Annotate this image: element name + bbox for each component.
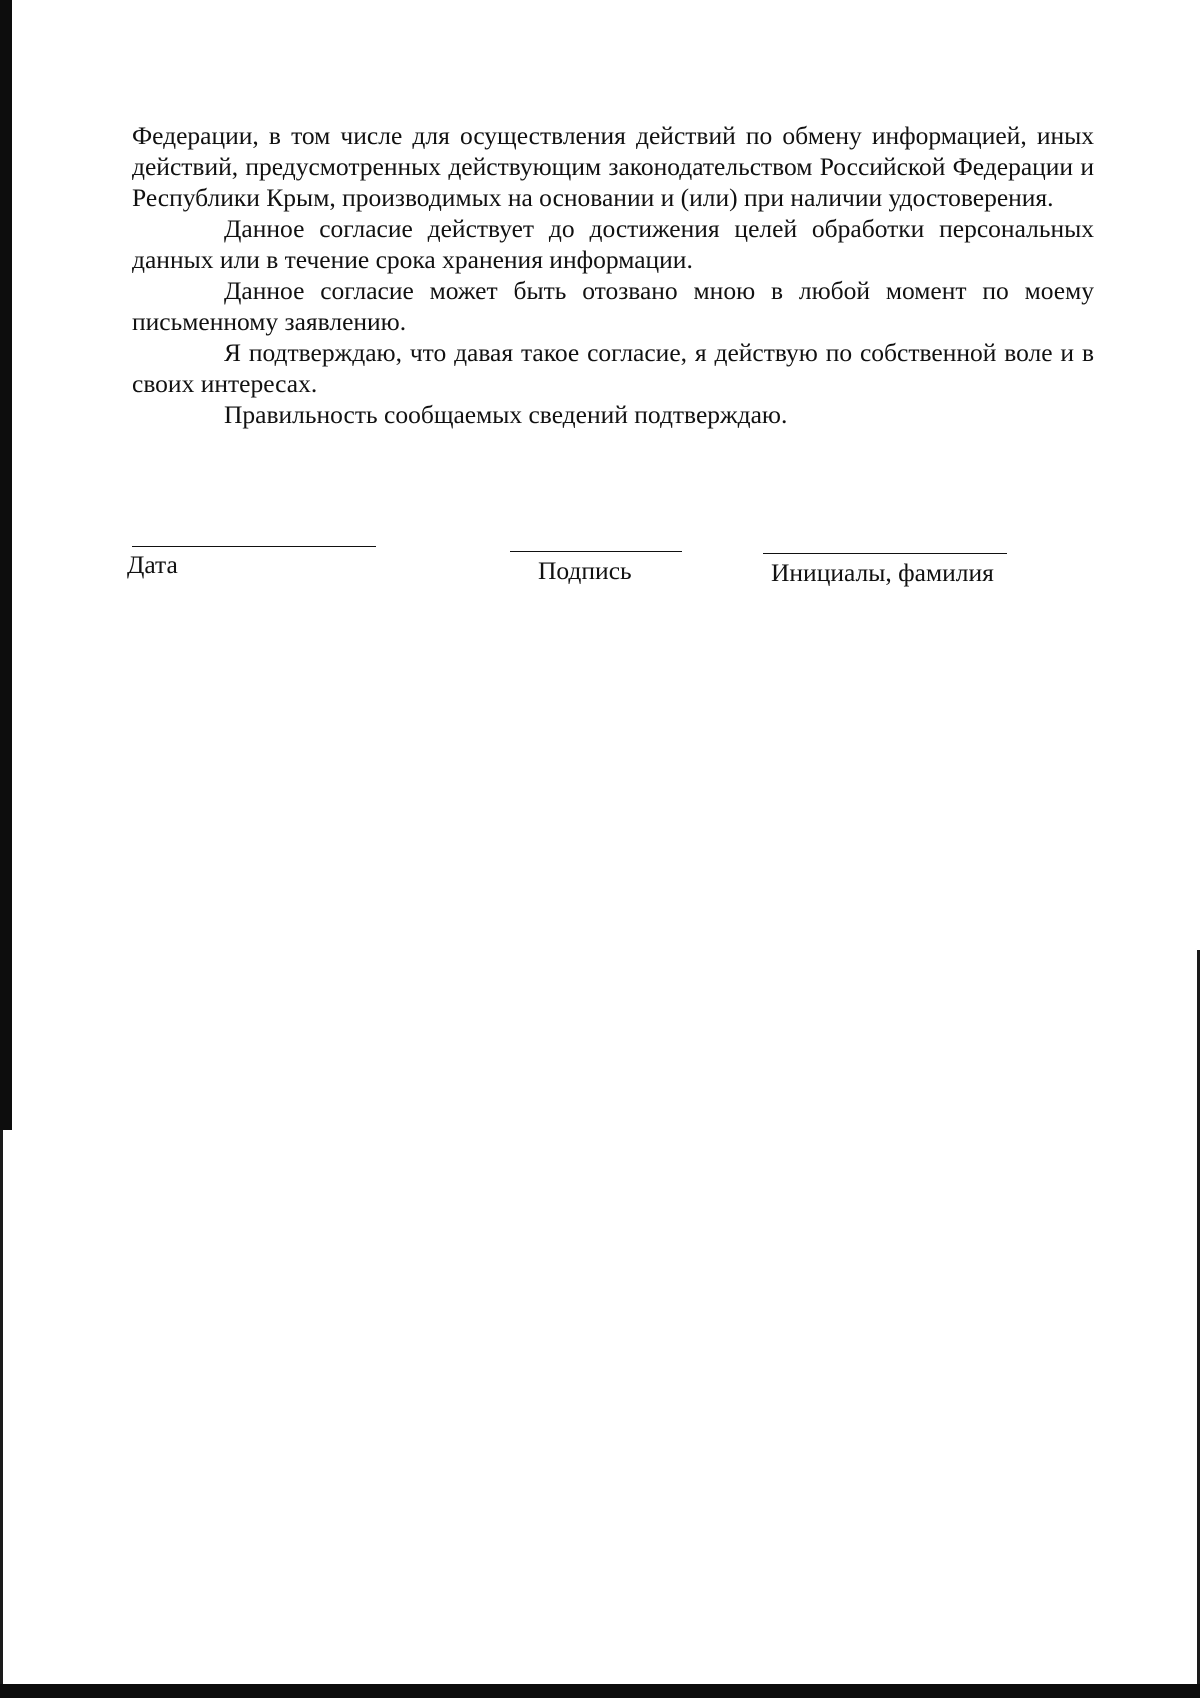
scan-edge-left-lower — [0, 1130, 3, 1698]
signature-line — [510, 551, 682, 552]
name-line — [763, 553, 1007, 554]
signature-label: Подпись — [538, 556, 632, 585]
paragraph-confirmation: Правильность сообщаемых сведений подтверждаю. — [224, 400, 788, 429]
paragraph-continuation: Федерации, в том числе для осуществления действий по обмену информацией, иных действий, предусмотренных действующим законодательством Российской Федерации и Республики Крым, производимых на основании и (или) при наличии удостоверения. — [132, 121, 1094, 212]
scan-edge-bottom — [0, 1684, 1200, 1698]
scan-edge-left — [0, 0, 12, 1130]
name-label: Инициалы, фамилия — [771, 558, 994, 587]
paragraph-free-will: Я подтверждаю, что давая такое согласие, я действую по собственной воле и в своих интересах. — [132, 338, 1094, 398]
date-label: Дата — [127, 550, 178, 579]
document-body — [132, 120, 1094, 430]
date-line — [132, 546, 376, 547]
paragraph-validity: Данное согласие действует до достижения целей обработки персональных данных или в течение срока хранения информации. — [132, 214, 1094, 274]
paragraph-revocation: Данное согласие может быть отозвано мною в любой момент по моему письменному заявлению. — [132, 276, 1094, 336]
